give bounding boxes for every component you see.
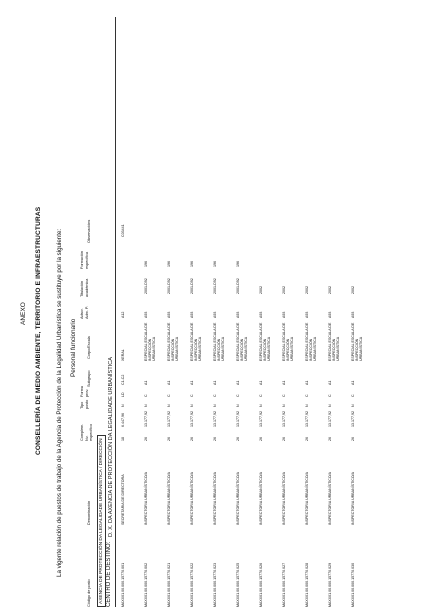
cell-sub: A1: [144, 380, 148, 385]
cell-tit: 2001-D92: [213, 278, 217, 294]
col-header-formacion: Formación específica: [80, 251, 89, 269]
table-row: [167, 17, 189, 607]
cell-num: 13.177,92: [259, 411, 263, 427]
cell-forma: C: [282, 394, 286, 397]
cell-sub: A1: [305, 380, 309, 385]
col-header-forma: Forma prov.: [80, 386, 89, 397]
cell-den: INSPECTOR/A URBANÍSTICO/A: [351, 471, 355, 525]
cell-den: INSPECTOR/A URBANÍSTICO/A: [328, 471, 332, 525]
cell-den: INSPECTOR/A URBANÍSTICO/A: [144, 471, 148, 525]
col-header-adscripcion: Adscr. Adm. P.: [80, 305, 89, 319]
cell-adsc: A93: [144, 311, 148, 318]
col-header-denominacion: Denominación: [87, 500, 91, 525]
cell-form: 196: [236, 261, 240, 267]
cell-code: MAXX01.00.000.15770.002: [144, 562, 148, 607]
cell-code: MAXX01.00.000.15770.026: [259, 562, 263, 607]
cell-comp: 26: [236, 437, 240, 441]
cell-comp: 26: [144, 437, 148, 441]
cell-sub: A1: [236, 380, 240, 385]
cell-forma: C: [144, 394, 148, 397]
cell-adsc: A93: [236, 311, 240, 318]
cell-sub: A1: [351, 380, 355, 385]
cell-comp: 26: [328, 437, 332, 441]
cell-den: INSPECTOR/A URBANÍSTICO/A: [259, 471, 263, 525]
cell-den: INSPECTOR/A URBANÍSTICO/A: [213, 471, 217, 525]
cell-code: MAXX01.00.000.15770.029: [328, 562, 332, 607]
table-row: [121, 17, 143, 607]
ministry-title: CONSELLERÍA DE MEDIO AMBIENTE, TERRITORIO E INFRAESTRUCTURAS: [35, 206, 42, 455]
cell-form: 196: [190, 261, 194, 267]
col-header-tipo: Tipo posto: [80, 399, 89, 409]
cell-num: 13.177,92: [144, 411, 148, 427]
cell-num: 13.177,92: [328, 411, 332, 427]
cell-den: SECRETARIA DE DIRECTORA: [121, 474, 125, 525]
cell-code: MAXX01.00.000.15770.022: [190, 562, 194, 607]
cell-adsc: A93: [167, 311, 171, 318]
cell-adsc: A93: [190, 311, 194, 318]
cell-tit: 2002: [259, 286, 263, 294]
cell-adsc: A93: [213, 311, 217, 318]
cell-forma: C: [190, 394, 194, 397]
cell-tipo: N: [282, 404, 286, 407]
cell-tipo: N: [328, 404, 332, 407]
col-header-complemento: Complem. Nv. específico: [80, 423, 93, 441]
cell-num: 13.177,92: [213, 411, 217, 427]
cell-code: MAXX01.00.000.15770.001: [121, 562, 125, 607]
cell-adsc: A93: [351, 311, 355, 318]
col-header-cuerpo: Corpo/Escala: [87, 336, 91, 359]
table-row: [259, 17, 281, 607]
cell-num: 13.177,92: [167, 411, 171, 427]
cell-den: INSPECTOR/A URBANÍSTICO/A: [305, 471, 309, 525]
cell-forma: C: [167, 394, 171, 397]
cell-forma: C: [328, 394, 332, 397]
table-row: [328, 17, 350, 607]
cell-code: MAXX01.00.000.15770.030: [351, 562, 355, 607]
table-row: [213, 17, 235, 607]
table-row: [236, 17, 258, 607]
cell-num: 13.177,92: [236, 411, 240, 427]
cell-comp: 18: [121, 437, 125, 441]
cell-tipo: N: [121, 404, 125, 407]
cell-tipo: N: [305, 404, 309, 407]
cell-code: MAXX01.00.000.15770.023: [213, 562, 217, 607]
cell-den: INSPECTOR/A URBANÍSTICO/A: [282, 471, 286, 525]
cell-tipo: N: [236, 404, 240, 407]
cell-tit: 2001-D92: [236, 278, 240, 294]
agency-label: AXENCIA DE PROTECCIÓN DA LEGALIDADE URBANÍSTICA / DIRECCIÓN: [97, 435, 106, 607]
cell-forma: C: [259, 394, 263, 397]
cell-cuerpo: ESPECIAL ESCALA DE INSPECCIÓN URBANÍSTICA: [305, 322, 317, 361]
cell-tipo: N: [213, 404, 217, 407]
table-row: [190, 17, 212, 607]
cell-den: INSPECTOR/A URBANÍSTICO/A: [167, 471, 171, 525]
cell-forma: C: [351, 394, 355, 397]
cell-cuerpo: ESPECIAL ESCALA DE INSPECCIÓN URBANÍSTICA: [282, 322, 294, 361]
cell-code: MAXX01.00.000.15770.021: [167, 562, 171, 607]
cell-code: MAXX01.00.000.15770.027: [282, 562, 286, 607]
cell-form: 196: [167, 261, 171, 267]
cell-comp: 26: [213, 437, 217, 441]
cell-adsc: A93: [259, 311, 263, 318]
cell-num: 13.177,92: [305, 411, 309, 427]
cell-den: INSPECTOR/A URBANÍSTICO/A: [190, 471, 194, 525]
cell-cuerpo: XERAL: [121, 349, 125, 361]
cell-sub: A1: [213, 380, 217, 385]
cell-cuerpo: ESPECIAL ESCALA DE INSPECCIÓN URBANÍSTICA: [167, 322, 179, 361]
cell-comp: 26: [190, 437, 194, 441]
col-header-subgrupo: Subgrupo: [87, 370, 91, 387]
cell-cuerpo: ESPECIAL ESCALA DE INSPECCIÓN URBANÍSTICA: [328, 322, 340, 361]
col-header-titulacion: Titulación académica: [80, 278, 89, 297]
cell-forma: C: [213, 394, 217, 397]
cell-tipo: N: [351, 404, 355, 407]
cell-tit: 2002: [282, 286, 286, 294]
cell-comp: 26: [351, 437, 355, 441]
cell-cuerpo: ESPECIAL ESCALA DE INSPECCIÓN URBANÍSTICA: [351, 322, 363, 361]
cell-form: 196: [144, 261, 148, 267]
cell-code: MAXX01.00.000.15770.025: [236, 562, 240, 607]
cell-tipo: N: [190, 404, 194, 407]
cell-sub: C1-C2: [121, 374, 125, 385]
cell-adsc: A12: [121, 311, 125, 318]
cell-obs: C03441: [121, 224, 125, 237]
cell-cuerpo: ESPECIAL ESCALA DE INSPECCIÓN URBANÍSTICA: [213, 322, 225, 361]
header-divider: [115, 17, 116, 607]
cell-num: 13.177,92: [282, 411, 286, 427]
cell-forma: C: [236, 394, 240, 397]
table-row: [305, 17, 327, 607]
centro-value: D. X. DA AXENCIA DE PROTECCIÓN DA LEGALIDADE URBANÍSTICA: [108, 357, 114, 537]
cell-tit: 2002: [305, 286, 309, 294]
cell-forma: C: [305, 394, 309, 397]
cell-tipo: N: [259, 404, 263, 407]
cell-tipo: N: [144, 404, 148, 407]
cell-tit: 2002: [328, 286, 332, 294]
table-row: [351, 17, 373, 607]
table-row: [144, 17, 166, 607]
cell-sub: A1: [259, 380, 263, 385]
cell-tit: 2001-D92: [190, 278, 194, 294]
cell-tit: 2001-D92: [167, 278, 171, 294]
centro-label: CENTRO DE DESTINO:: [106, 541, 112, 607]
intro-text: La vigente relación de puestos de trabajo de la Agencia de Protección de la Legalidad Urbanística se sustituye por la siguiente:: [56, 228, 63, 577]
cell-tit: 2001-D92: [144, 278, 148, 294]
col-header-observaciones: Observacións: [87, 219, 91, 243]
cell-code: MAXX01.00.000.15770.028: [305, 562, 309, 607]
col-header-codigo: Código de posto: [87, 579, 91, 607]
cell-num: 6.447,96: [121, 413, 125, 427]
cell-adsc: A93: [305, 311, 309, 318]
cell-tit: 2002: [351, 286, 355, 294]
cell-comp: 26: [282, 437, 286, 441]
cell-num: 13.177,92: [190, 411, 194, 427]
cell-cuerpo: ESPECIAL ESCALA DE INSPECCIÓN URBANÍSTICA: [236, 322, 248, 361]
cell-tipo: N: [167, 404, 171, 407]
cell-comp: 26: [305, 437, 309, 441]
cell-sub: A1: [328, 380, 332, 385]
cell-sub: A1: [167, 380, 171, 385]
annex-heading: ANEXO: [20, 302, 27, 325]
cell-den: INSPECTOR/A URBANÍSTICO/A: [236, 471, 240, 525]
cell-cuerpo: ESPECIAL ESCALA DE INSPECCIÓN URBANÍSTICA: [144, 322, 156, 361]
cell-num: 13.177,92: [351, 411, 355, 427]
cell-cuerpo: ESPECIAL ESCALA DE INSPECCIÓN URBANÍSTICA: [259, 322, 271, 361]
cell-sub: A1: [282, 380, 286, 385]
cell-form: 196: [213, 261, 217, 267]
table-row: [282, 17, 304, 607]
cell-forma: LD: [121, 392, 125, 397]
cell-comp: 26: [167, 437, 171, 441]
cell-sub: A1: [190, 380, 194, 385]
cell-cuerpo: ESPECIAL ESCALA DE INSPECCIÓN URBANÍSTICA: [190, 322, 202, 361]
cell-adsc: A93: [282, 311, 286, 318]
section-heading: Personal funcionario: [70, 318, 77, 377]
cell-adsc: A93: [328, 311, 332, 318]
cell-comp: 26: [259, 437, 263, 441]
